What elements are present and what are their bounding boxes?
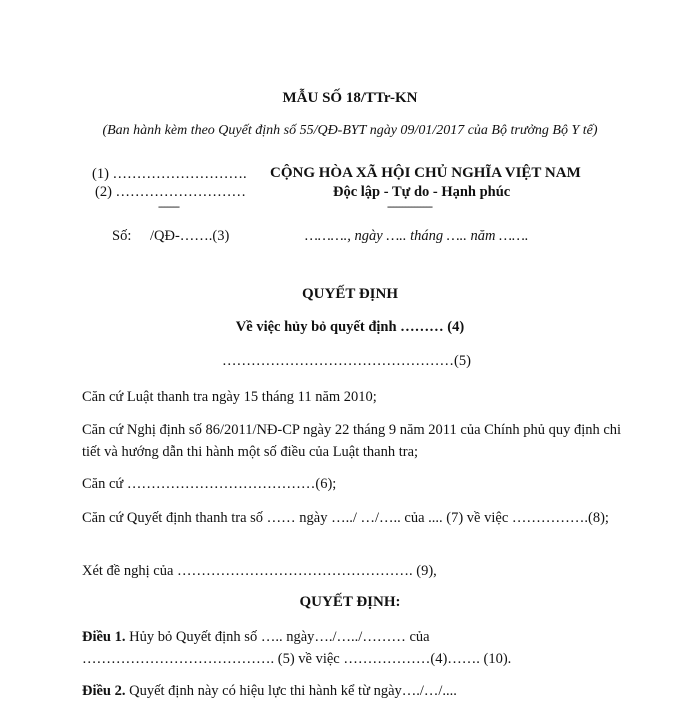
article-2-text: Quyết định này có hiệu lực thi hành kể từ ngày…./…/.... <box>125 683 457 699</box>
issued-note: (Ban hành kèm theo Quyết định số 55/QĐ-BYT ngày 09/01/2017 của Bộ trưởng Bộ Y tế) <box>102 123 598 138</box>
legal-basis-2: Căn cứ Nghị định số 86/2011/NĐ-CP ngày 22 tháng 9 năm 2011 của Chính phủ quy định chi tiết và hướng dẫn thi hành một số điều của Luật thanh tra; <box>82 422 622 460</box>
document-number-label: Số: <box>112 228 132 244</box>
country-name: CỘNG HÒA XÃ HỘI CHỦ NGHĨA VIỆT NAM <box>270 165 581 181</box>
agency-rule: ------- <box>158 199 179 213</box>
decision-subject: Về việc hủy bỏ quyết định ……… (4) <box>235 319 465 335</box>
legal-basis-3: Căn cứ …………………………………(6); <box>82 476 337 492</box>
decision-heading: QUYẾT ĐỊNH: <box>299 594 401 610</box>
consideration: Xét đề nghị của …………………………………………. (9), <box>82 563 437 579</box>
article-1-label: Điều 1. <box>82 629 126 645</box>
agency-line-1: (1) ………………………. <box>92 166 247 182</box>
national-motto: Độc lập - Tự do - Hạnh phúc <box>333 184 511 200</box>
motto-rule: --------------- <box>387 199 432 213</box>
agency-line-2: (2) ……………………… <box>95 184 247 200</box>
article-2-label: Điều 2. <box>82 683 126 699</box>
legal-basis-1: Căn cứ Luật thanh tra ngày 15 tháng 11 năm 2010; <box>82 389 377 405</box>
legal-basis-4: Căn cứ Quyết định thanh tra số …… ngày …../ …/….. của .... (7) về việc …………….(8); <box>82 510 609 526</box>
article-1 <box>82 626 622 670</box>
decision-title: QUYẾT ĐỊNH <box>302 286 398 302</box>
article-1-text: Hủy bỏ Quyết định số ….. ngày…./…../……… của …………………………………. (5) về việc ………………(4)……. (10). <box>82 629 512 667</box>
article-2 <box>82 680 622 702</box>
form-code: MẪU SỐ 18/TTr-KN <box>282 90 418 106</box>
place-date-line: ………., ngày ….. tháng ….. năm ……. <box>305 228 529 244</box>
issuing-authority: …………………………………………(5) <box>222 353 471 369</box>
document-number: /QĐ-…….(3) <box>150 228 230 244</box>
